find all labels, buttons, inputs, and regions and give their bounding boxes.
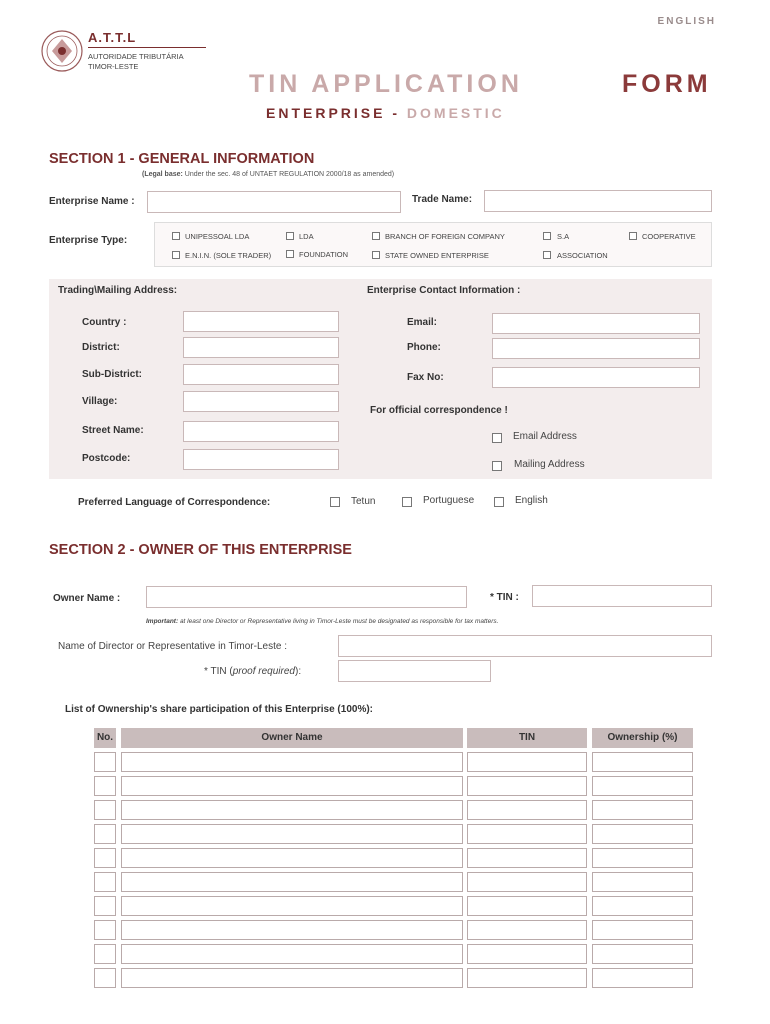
table-cell-no[interactable] [94, 824, 116, 844]
table-cell-owner-name[interactable] [121, 968, 463, 988]
director-name-label: Name of Director or Representative in Timor-Leste : [58, 641, 287, 652]
table-cell-no[interactable] [94, 896, 116, 916]
legal-basis [142, 171, 394, 178]
table-cell-ownership[interactable] [592, 848, 693, 868]
country-label: Country : [82, 317, 127, 328]
table-cell-owner-name[interactable] [121, 752, 463, 772]
table-header-tin: TIN [467, 728, 587, 748]
table-cell-tin[interactable] [467, 800, 587, 820]
subtitle-enterprise: ENTERPRISE - [266, 105, 407, 121]
type-lda-label: LDA [299, 232, 314, 241]
owner-tin-input[interactable] [532, 585, 712, 607]
correspondence-email-label: Email Address [513, 431, 577, 442]
trade-name-input[interactable] [484, 190, 712, 212]
type-branch-checkbox[interactable] [372, 232, 380, 240]
logo-subtitle [88, 52, 184, 72]
table-cell-no[interactable] [94, 872, 116, 892]
type-sa-checkbox[interactable] [543, 232, 551, 240]
owner-name-label: Owner Name : [53, 593, 121, 604]
table-cell-no[interactable] [94, 944, 116, 964]
village-label: Village: [82, 396, 118, 407]
table-cell-ownership[interactable] [592, 896, 693, 916]
logo-title: A.T.T.L [88, 30, 137, 45]
lang-english-checkbox[interactable] [494, 497, 504, 507]
fax-input[interactable] [492, 367, 700, 388]
table-cell-tin[interactable] [467, 752, 587, 772]
street-name-label: Street Name: [82, 425, 144, 436]
type-unipessoal-label: UNIPESSOAL LDA [185, 232, 250, 241]
table-cell-tin[interactable] [467, 920, 587, 940]
page-title-form: FORM [622, 70, 712, 98]
table-cell-tin[interactable] [467, 824, 587, 844]
owner-tin-label: * TIN : [490, 592, 519, 603]
type-cooperative-label: COOPERATIVE [642, 232, 696, 241]
street-name-input[interactable] [183, 421, 339, 442]
type-branch-label: BRANCH OF FOREIGN COMPANY [385, 232, 505, 241]
table-cell-tin[interactable] [467, 848, 587, 868]
correspondence-mailing-label: Mailing Address [514, 459, 585, 470]
correspondence-mailing-checkbox[interactable] [492, 461, 502, 471]
type-foundation-label: FOUNDATION [299, 250, 349, 259]
fax-label: Fax No: [407, 372, 444, 383]
table-cell-no[interactable] [94, 776, 116, 796]
type-enin-label: E.N.I.N. (SOLE TRADER) [185, 251, 272, 260]
legal-basis-label: (Legal base: [142, 171, 183, 178]
preferred-language-label: Preferred Language of Correspondence: [78, 497, 271, 508]
correspondence-email-checkbox[interactable] [492, 433, 502, 443]
lang-portuguese-checkbox[interactable] [402, 497, 412, 507]
table-header-ownership: Ownership (%) [592, 728, 693, 748]
table-cell-no[interactable] [94, 920, 116, 940]
table-cell-tin[interactable] [467, 776, 587, 796]
table-cell-tin[interactable] [467, 896, 587, 916]
legal-basis-text: Under the sec. 48 of UNTAET REGULATION 2000/18 as amended) [182, 171, 395, 178]
table-header-owner-name: Owner Name [121, 728, 463, 748]
table-cell-no[interactable] [94, 752, 116, 772]
important-note-label: Important: [146, 618, 179, 625]
director-tin-label-b: proof required [232, 666, 295, 677]
director-name-input[interactable] [338, 635, 712, 657]
contact-info-heading: Enterprise Contact Information : [367, 285, 521, 296]
table-cell-tin[interactable] [467, 944, 587, 964]
type-association-label: ASSOCIATION [557, 251, 608, 260]
director-tin-label [204, 666, 301, 677]
type-cooperative-checkbox[interactable] [629, 232, 637, 240]
district-label: District: [82, 342, 120, 353]
section2-heading: SECTION 2 - OWNER OF THIS ENTERPRISE [49, 542, 352, 558]
language-toggle[interactable]: ENGLISH [657, 16, 716, 27]
official-correspondence-label: For official correspondence ! [370, 405, 508, 416]
lang-english-label: English [515, 495, 548, 506]
type-state-owned-label: STATE OWNED ENTERPRISE [385, 251, 489, 260]
phone-input[interactable] [492, 338, 700, 359]
email-label: Email: [407, 317, 438, 328]
page-title: TIN APPLICATION [249, 70, 523, 98]
table-cell-owner-name[interactable] [121, 920, 463, 940]
lang-tetun-label: Tetun [351, 496, 376, 507]
table-cell-owner-name[interactable] [121, 872, 463, 892]
table-cell-owner-name[interactable] [121, 944, 463, 964]
table-cell-no[interactable] [94, 968, 116, 988]
table-cell-ownership[interactable] [592, 872, 693, 892]
postcode-input[interactable] [183, 449, 339, 470]
country-input[interactable] [183, 311, 339, 332]
lang-tetun-checkbox[interactable] [330, 497, 340, 507]
table-cell-ownership[interactable] [592, 800, 693, 820]
table-cell-owner-name[interactable] [121, 848, 463, 868]
enterprise-type-label: Enterprise Type: [49, 235, 128, 246]
table-cell-ownership[interactable] [592, 920, 693, 940]
table-cell-ownership[interactable] [592, 752, 693, 772]
type-enin-checkbox[interactable] [172, 251, 180, 259]
table-cell-ownership[interactable] [592, 968, 693, 988]
table-cell-owner-name[interactable] [121, 896, 463, 916]
table-cell-owner-name[interactable] [121, 776, 463, 796]
subtitle-domestic: DOMESTIC [406, 105, 505, 121]
enterprise-name-label: Enterprise Name : [49, 196, 135, 207]
type-sa-label: S.A [557, 232, 570, 241]
type-unipessoal-checkbox[interactable] [172, 232, 180, 240]
table-cell-ownership[interactable] [592, 824, 693, 844]
sub-district-label: Sub-District: [82, 369, 142, 380]
table-cell-owner-name[interactable] [121, 800, 463, 820]
phone-label: Phone: [407, 342, 441, 353]
attl-seal-logo [41, 30, 83, 72]
village-input[interactable] [183, 391, 339, 412]
table-cell-tin[interactable] [467, 872, 587, 892]
table-cell-no[interactable] [94, 800, 116, 820]
enterprise-type-group [154, 222, 712, 267]
type-state-owned-checkbox[interactable] [372, 251, 380, 259]
director-tin-input[interactable] [338, 660, 491, 682]
logo-subtitle-line1: AUTORIDADE TRIBUTÁRIA [88, 52, 184, 61]
table-cell-ownership[interactable] [592, 776, 693, 796]
email-input[interactable] [492, 313, 700, 334]
mailing-address-heading: Trading\Mailing Address: [58, 285, 178, 296]
enterprise-name-input[interactable] [147, 191, 401, 213]
section1-heading: SECTION 1 - GENERAL INFORMATION [49, 151, 315, 167]
logo-divider [88, 47, 206, 48]
table-cell-ownership[interactable] [592, 944, 693, 964]
page-subtitle [266, 105, 505, 121]
table-cell-tin[interactable] [467, 968, 587, 988]
table-cell-owner-name[interactable] [121, 824, 463, 844]
sub-district-input[interactable] [183, 364, 339, 385]
owner-name-input[interactable] [146, 586, 467, 608]
share-list-heading: List of Ownership's share participation of this Enterprise (100%): [65, 704, 373, 715]
table-cell-no[interactable] [94, 848, 116, 868]
type-association-checkbox[interactable] [543, 251, 551, 259]
type-foundation-checkbox[interactable] [286, 250, 294, 258]
logo-subtitle-line2: TIMOR-LESTE [88, 62, 139, 71]
type-lda-checkbox[interactable] [286, 232, 294, 240]
director-tin-label-a: * TIN ( [204, 666, 233, 677]
important-note-text: at least one Director or Representative living in Timor-Leste must be designated as responsible for tax matters. [178, 618, 499, 625]
district-input[interactable] [183, 337, 339, 358]
important-note [146, 618, 498, 625]
table-header-no: No. [94, 728, 116, 748]
director-tin-label-c: ): [294, 666, 302, 677]
postcode-label: Postcode: [82, 453, 131, 464]
trade-name-label: Trade Name: [412, 194, 473, 205]
lang-portuguese-label: Portuguese [423, 495, 475, 506]
